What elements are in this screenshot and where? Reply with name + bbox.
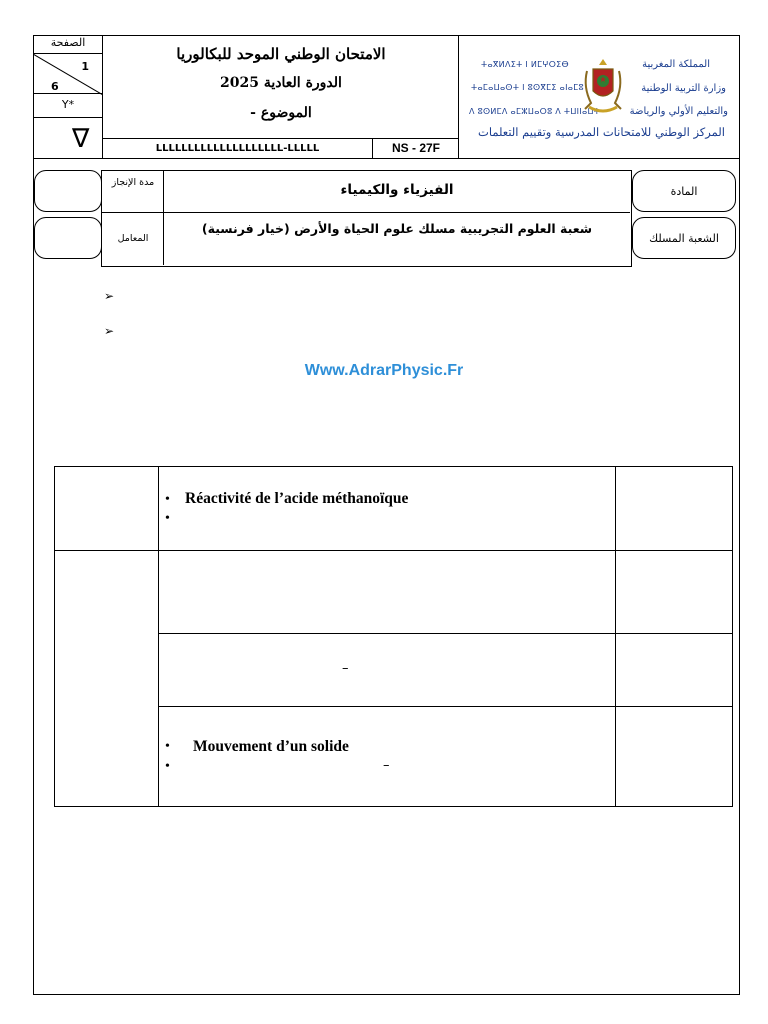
dash-mark: – — [342, 661, 349, 676]
page-code: Y* — [61, 98, 75, 111]
stream-value: شعبة العلوم التجريبية مسلك علوم الحياة والأرض (خيار فرنسية) — [201, 221, 593, 236]
exam-code-left: LLLLLLLLLLLLLLLLLLLL-LLLLL — [103, 139, 373, 158]
duration-tab — [34, 170, 102, 212]
ministry-tifinagh-3: ⴷ ⵓⵙⵍⵎⴷ ⴰⵎⵣⵡⴰⵔⵓ ⴷ ⵜⵡⵏⵏⴰⵡⵜ — [469, 107, 601, 116]
list-bullet: • — [165, 511, 170, 526]
page-number: 1 — [81, 60, 89, 73]
coefficient-label: المعامل — [117, 233, 149, 244]
ministry-arabic-1: المملكة المغربية — [642, 59, 710, 70]
ministry-arabic-3: والتعليم الأولي والرياضة — [629, 106, 728, 117]
page-total: 6 — [51, 80, 59, 93]
nabla-icon: ∇ — [72, 124, 90, 154]
table-divider — [158, 633, 733, 634]
table-row-title: Mouvement d’un solide — [193, 738, 349, 755]
duration-label: مدة الإنجاز — [102, 171, 164, 213]
subject-tab-label: المادة — [670, 184, 698, 198]
exam-title: الامتحان الوطني الموحد للبكالوريا — [176, 45, 386, 63]
page-bottom — [33, 117, 103, 159]
info-left-column — [102, 171, 164, 265]
table-divider — [615, 467, 616, 807]
subject-tab — [632, 170, 736, 212]
dash-mark: – — [383, 758, 390, 773]
stream-tab-label: الشعبة المسلك — [649, 231, 719, 245]
watermark-link[interactable]: Www.AdrarPhysic.Fr — [304, 362, 464, 379]
exam-code: NS - 27F — [391, 141, 440, 155]
page-label: الصفحة — [50, 36, 86, 49]
exam-title-block — [103, 35, 459, 159]
fraction-diagonal-icon — [33, 54, 103, 95]
page-fraction — [33, 53, 103, 94]
ministry-arabic-4: المركز الوطني للامتحانات المدرسية وتقييم التعلمات — [478, 125, 725, 139]
exam-code-row — [103, 138, 459, 159]
stream-tab — [632, 217, 736, 259]
table-divider — [55, 550, 733, 551]
coat-of-arms-icon — [581, 57, 625, 115]
content-table — [54, 466, 733, 807]
ministry-arabic-2: وزارة التربية الوطنية — [641, 83, 726, 94]
exam-subject-label: الموضوع - — [250, 105, 312, 121]
coefficient-tab — [34, 217, 102, 259]
page-number-box — [33, 35, 103, 159]
arrow-bullet-icon: ➢ — [104, 324, 115, 338]
arrow-bullet-icon: ➢ — [104, 289, 115, 303]
table-divider — [158, 706, 733, 707]
exam-session: الدورة العادية 2025 — [220, 75, 342, 91]
table-row-title: Réactivité de l’acide méthanoïque — [185, 490, 409, 507]
ministry-block — [459, 35, 740, 159]
info-box — [101, 170, 632, 267]
list-bullet: • — [165, 739, 170, 754]
ministry-tifinagh-2: ⵜⴰⵎⴰⵡⴰⵙⵜ ⵏ ⵓⵙⴳⵎⵉ ⴰⵏⴰⵎⵓ — [471, 83, 584, 92]
table-divider — [158, 467, 159, 807]
ministry-tifinagh-1: ⵜⴰⴳⵍⴷⵉⵜ ⵏ ⵍⵎⵖⵔⵉⴱ — [481, 60, 569, 69]
subject-value: الفيزياء والكيمياء — [164, 171, 630, 213]
list-bullet: • — [165, 759, 170, 774]
list-bullet: • — [165, 492, 170, 507]
